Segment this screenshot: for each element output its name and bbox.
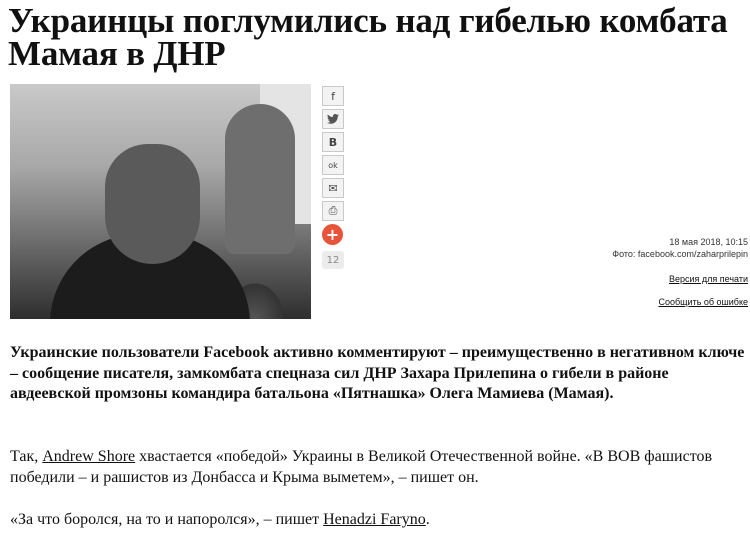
article-photo: [10, 84, 311, 319]
plus-icon: +: [325, 225, 340, 244]
article-meta: [448, 236, 748, 308]
print-button[interactable]: [322, 201, 344, 221]
email-share-button[interactable]: [322, 178, 344, 198]
print-icon: ⎙: [328, 204, 338, 217]
article-headline: Украинцы поглумились над гибелью комбата Мамая в ДНР: [8, 1, 728, 73]
author-link[interactable]: Henadzi Faryno: [323, 511, 426, 528]
article-lead: Украинские пользователи Facebook активно комментируют – преимущественно в негативном ключе – сообщение писателя, замкомбата спецназа сил ДНР Захара Прилепина о гибели в районе авдеевской промзоны командира батальона «Пятнашка» Олега Мамиева (Мамая).: [10, 344, 745, 402]
ok-share-button[interactable]: [322, 155, 344, 175]
article-paragraph: [10, 446, 746, 488]
vk-share-button[interactable]: [322, 132, 344, 152]
article-date: 18 мая 2018, 10:15: [669, 237, 748, 247]
share-count: 12: [322, 251, 344, 269]
paragraph-text: .: [425, 511, 430, 528]
twitter-icon: [327, 114, 339, 124]
author-link[interactable]: Andrew Shore: [42, 448, 136, 465]
paragraph-text: Так,: [10, 448, 43, 465]
photo-tree: [225, 104, 295, 254]
vk-icon: В: [328, 135, 338, 149]
facebook-icon: f: [331, 89, 335, 103]
print-version-link[interactable]: Версия для печати: [668, 274, 748, 284]
paragraph-text: «За что боролся, на то и напоролся», – пишет: [10, 511, 324, 528]
social-share-bar: [322, 86, 344, 269]
more-share-button[interactable]: [322, 224, 343, 245]
twitter-share-button[interactable]: [322, 109, 344, 129]
odnoklassniki-icon: ok: [328, 160, 338, 170]
facebook-share-button[interactable]: [322, 86, 344, 106]
photo-credit: Фото: facebook.com/zaharprilepin: [612, 249, 748, 259]
article-paragraph: [10, 509, 746, 530]
photo-person-face: [105, 144, 200, 264]
email-icon: ✉: [328, 181, 338, 195]
report-error-link[interactable]: Сообщить об ошибке: [658, 297, 748, 307]
paragraph-text: хвастается «победой» Украины в Великой Отечественной войне. «В ВОВ фашистов победили – и рашистов из Донбасса и Крыма выметем», – пишет он.: [10, 448, 713, 486]
